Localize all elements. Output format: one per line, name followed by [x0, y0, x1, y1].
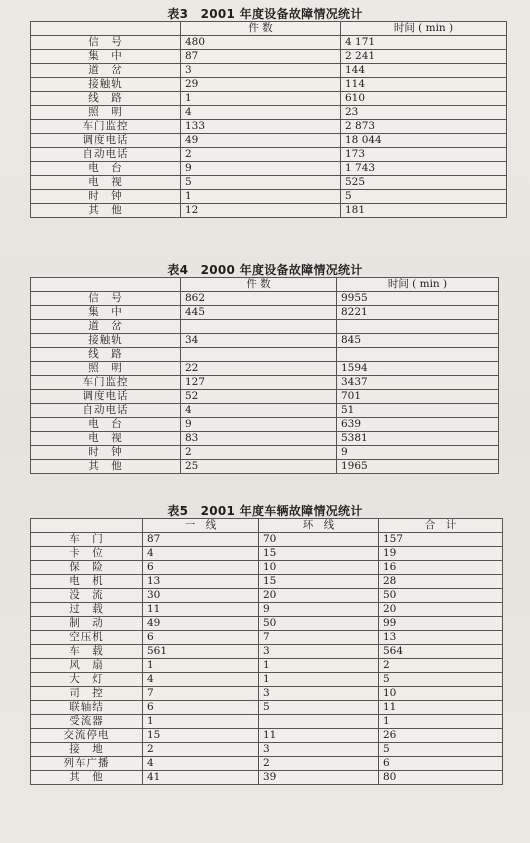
table4-cell: [181, 348, 337, 362]
table5-cell: 5: [379, 673, 503, 687]
table5-row: [31, 771, 503, 785]
table4-row: [31, 432, 499, 446]
table5: [30, 518, 503, 785]
table5-cell: 5: [259, 701, 379, 715]
table5-cell: 3: [259, 743, 379, 757]
table3-header-row: [31, 22, 507, 36]
table3-row-label: 自动电话: [31, 148, 181, 162]
table5-cell: 70: [259, 533, 379, 547]
table5-row-label: 卡 位: [31, 547, 143, 561]
table4-row-label: 时 钟: [31, 446, 181, 460]
table3-row: [31, 176, 507, 190]
table4-row-label: 车门监控: [31, 376, 181, 390]
table3-cell: 480: [181, 36, 341, 50]
table5-row: [31, 603, 503, 617]
table5-cell: 7: [259, 631, 379, 645]
table5-row: [31, 533, 503, 547]
table5-cell: 6: [143, 701, 259, 715]
table5-row-label: 接 地: [31, 743, 143, 757]
table4-cell: 9: [181, 418, 337, 432]
table3-row: [31, 78, 507, 92]
table5-cell: 564: [379, 645, 503, 659]
table5-caption: 表5 2001 年度车辆故障情况统计: [167, 504, 363, 518]
table3-row: [31, 162, 507, 176]
table3-cell: 173: [341, 148, 507, 162]
table5-cell: 1: [143, 715, 259, 729]
table3-cell: 525: [341, 176, 507, 190]
table3-row-label: 信 号: [31, 36, 181, 50]
table5-row: [31, 575, 503, 589]
table5-row-label: 过 载: [31, 603, 143, 617]
table4-row-label: 自动电话: [31, 404, 181, 418]
table5-row: [31, 729, 503, 743]
table5-row-label: 保 险: [31, 561, 143, 575]
table4-header-item: [31, 278, 181, 292]
table5-cell: 1: [259, 659, 379, 673]
table5-cell: 13: [143, 575, 259, 589]
table4-cell: 845: [337, 334, 499, 348]
table5-row-label: 风 扇: [31, 659, 143, 673]
table3-cell: 9: [181, 162, 341, 176]
table5-row: [31, 687, 503, 701]
table4-row: [31, 334, 499, 348]
table3: [30, 21, 507, 218]
table5-row-label: 空压机: [31, 631, 143, 645]
table4-row: [31, 362, 499, 376]
table3-row: [31, 106, 507, 120]
table5-header-total: 合 计: [379, 519, 503, 533]
table5-row: [31, 645, 503, 659]
table3-row: [31, 204, 507, 218]
table4-row-label: 调度电话: [31, 390, 181, 404]
table5-row-label: 制 动: [31, 617, 143, 631]
table5-header-line1: 一 线: [143, 519, 259, 533]
table3-row-label: 接触轨: [31, 78, 181, 92]
table5-cell: 11: [259, 729, 379, 743]
table4-row: [31, 348, 499, 362]
table5-row: [31, 547, 503, 561]
table5-cell: 15: [143, 729, 259, 743]
table4-row: [31, 390, 499, 404]
table4-cell: 3437: [337, 376, 499, 390]
table5-header-row: [31, 519, 503, 533]
table4-cell: 2: [181, 446, 337, 460]
table4-row: [31, 446, 499, 460]
table4-cell: 639: [337, 418, 499, 432]
table5-row-label: 没 流: [31, 589, 143, 603]
table5-cell: 10: [379, 687, 503, 701]
table3-row-label: 其 他: [31, 204, 181, 218]
table3-row-label: 车门监控: [31, 120, 181, 134]
table5-cell: 10: [259, 561, 379, 575]
table3-row: [31, 36, 507, 50]
table3-cell: 1: [181, 190, 341, 204]
table4-row-label: 集 中: [31, 306, 181, 320]
table5-cell: 3: [259, 687, 379, 701]
table5-cell: 26: [379, 729, 503, 743]
table5-cell: [259, 715, 379, 729]
table4-cell: [181, 320, 337, 334]
table4-cell: 22: [181, 362, 337, 376]
table5-cell: 5: [379, 743, 503, 757]
table4-cell: 862: [181, 292, 337, 306]
table5-cell: 15: [259, 547, 379, 561]
table4-row: [31, 376, 499, 390]
table5-cell: 30: [143, 589, 259, 603]
table4-row-label: 接触轨: [31, 334, 181, 348]
table4-cell: 127: [181, 376, 337, 390]
table4-header-row: [31, 278, 499, 292]
table3-cell: 4 171: [341, 36, 507, 50]
table3-cell: 2 241: [341, 50, 507, 64]
table5-cell: 11: [379, 701, 503, 715]
table5-row-label: 其 他: [31, 771, 143, 785]
table5-cell: 50: [259, 617, 379, 631]
table4-row: [31, 460, 499, 474]
table5-cell: 20: [379, 603, 503, 617]
table4-row: [31, 306, 499, 320]
table3-row: [31, 64, 507, 78]
table3-cell: 18 044: [341, 134, 507, 148]
table4-cell: 34: [181, 334, 337, 348]
table4-cell: 51: [337, 404, 499, 418]
table3-cell: 5: [181, 176, 341, 190]
table5-cell: 16: [379, 561, 503, 575]
table3-cell: 610: [341, 92, 507, 106]
table5-cell: 49: [143, 617, 259, 631]
table3-cell: 49: [181, 134, 341, 148]
table5-cell: 3: [259, 645, 379, 659]
table4-cell: 9955: [337, 292, 499, 306]
table5-cell: 39: [259, 771, 379, 785]
table4-caption: 表4 2000 年度设备故障情况统计: [167, 263, 363, 277]
table3-cell: 87: [181, 50, 341, 64]
table5-row-label: 联轴结: [31, 701, 143, 715]
table3-cell: 114: [341, 78, 507, 92]
table5-cell: 99: [379, 617, 503, 631]
table5-cell: 28: [379, 575, 503, 589]
table5-cell: 4: [143, 757, 259, 771]
table4-row: [31, 404, 499, 418]
table5-row: [31, 631, 503, 645]
table5-cell: 7: [143, 687, 259, 701]
table3-row: [31, 92, 507, 106]
table4-row-label: 道 岔: [31, 320, 181, 334]
table3-row: [31, 190, 507, 204]
table5-row: [31, 659, 503, 673]
table5-row: [31, 743, 503, 757]
table5-row-label: 交流停电: [31, 729, 143, 743]
table5-row: [31, 673, 503, 687]
table3-row-label: 电 台: [31, 162, 181, 176]
table5-row: [31, 757, 503, 771]
table5-cell: 41: [143, 771, 259, 785]
table3-cell: 144: [341, 64, 507, 78]
table5-cell: 1: [259, 673, 379, 687]
table3-header-count: 件 数: [181, 22, 341, 36]
table4-row-label: 信 号: [31, 292, 181, 306]
table4-cell: 83: [181, 432, 337, 446]
table3-cell: 1 743: [341, 162, 507, 176]
table4-cell: 8221: [337, 306, 499, 320]
table4-row-label: 线 路: [31, 348, 181, 362]
table4-row: [31, 292, 499, 306]
table3-row-label: 照 明: [31, 106, 181, 120]
table3-header-item: [31, 22, 181, 36]
table4-cell: [337, 320, 499, 334]
table3-row-label: 线 路: [31, 92, 181, 106]
table5-cell: 9: [259, 603, 379, 617]
table3-cell: 5: [341, 190, 507, 204]
table5-cell: 157: [379, 533, 503, 547]
table5-cell: 1: [143, 659, 259, 673]
table3-row: [31, 134, 507, 148]
table5-row: [31, 561, 503, 575]
table3-row-label: 道 岔: [31, 64, 181, 78]
table5-cell: 13: [379, 631, 503, 645]
table4-cell: 1965: [337, 460, 499, 474]
table5-cell: 1: [379, 715, 503, 729]
table4-row-label: 其 他: [31, 460, 181, 474]
table3-row-label: 集 中: [31, 50, 181, 64]
table4-header-time: 时间 ( min ): [337, 278, 499, 292]
table4-cell: 445: [181, 306, 337, 320]
table5-cell: 50: [379, 589, 503, 603]
table3-cell: 2: [181, 148, 341, 162]
table3-cell: 4: [181, 106, 341, 120]
table3-cell: 133: [181, 120, 341, 134]
table5-row-label: 车 载: [31, 645, 143, 659]
table5-cell: 2: [259, 757, 379, 771]
table5-row: [31, 617, 503, 631]
table5-cell: 2: [379, 659, 503, 673]
table4-cell: 5381: [337, 432, 499, 446]
table5-cell: 6: [379, 757, 503, 771]
table4-row-label: 电 台: [31, 418, 181, 432]
table5-cell: 80: [379, 771, 503, 785]
table3-cell: 1: [181, 92, 341, 106]
table4-row: [31, 418, 499, 432]
table3-cell: 12: [181, 204, 341, 218]
table5-row: [31, 701, 503, 715]
table5-cell: 11: [143, 603, 259, 617]
table5-row: [31, 715, 503, 729]
table5-header-loop: 环 线: [259, 519, 379, 533]
table3-cell: 181: [341, 204, 507, 218]
table5-row-label: 电 机: [31, 575, 143, 589]
table3-cell: 29: [181, 78, 341, 92]
table3-row-label: 电 视: [31, 176, 181, 190]
table5-header-item: [31, 519, 143, 533]
table3-cell: 2 873: [341, 120, 507, 134]
table5-row-label: 司 控: [31, 687, 143, 701]
table3-row-label: 时 钟: [31, 190, 181, 204]
table5-row-label: 车 门: [31, 533, 143, 547]
table4-row-label: 电 视: [31, 432, 181, 446]
table4-cell: 52: [181, 390, 337, 404]
table4-row: [31, 320, 499, 334]
table5-cell: 6: [143, 561, 259, 575]
table5-cell: 87: [143, 533, 259, 547]
table5-cell: 6: [143, 631, 259, 645]
table4-cell: [337, 348, 499, 362]
table5-row: [31, 589, 503, 603]
table4-row-label: 照 明: [31, 362, 181, 376]
table5-cell: 15: [259, 575, 379, 589]
table3-row: [31, 50, 507, 64]
table3-row: [31, 148, 507, 162]
table3-cell: 3: [181, 64, 341, 78]
table5-row-label: 列车广播: [31, 757, 143, 771]
table3-row: [31, 120, 507, 134]
table5-cell: 20: [259, 589, 379, 603]
table4: [30, 277, 499, 474]
table3-caption: 表3 2001 年度设备故障情况统计: [167, 7, 363, 21]
table5-cell: 4: [143, 673, 259, 687]
table3-header-time: 时间 ( min ): [341, 22, 507, 36]
table4-cell: 9: [337, 446, 499, 460]
table3-row-label: 调度电话: [31, 134, 181, 148]
table5-cell: 19: [379, 547, 503, 561]
table5-row-label: 受流器: [31, 715, 143, 729]
table5-cell: 4: [143, 547, 259, 561]
table4-cell: 701: [337, 390, 499, 404]
table4-header-count: 件 数: [181, 278, 337, 292]
table5-row-label: 大 灯: [31, 673, 143, 687]
table5-cell: 2: [143, 743, 259, 757]
table5-cell: 561: [143, 645, 259, 659]
table4-cell: 4: [181, 404, 337, 418]
table4-cell: 1594: [337, 362, 499, 376]
table4-cell: 25: [181, 460, 337, 474]
table3-cell: 23: [341, 106, 507, 120]
